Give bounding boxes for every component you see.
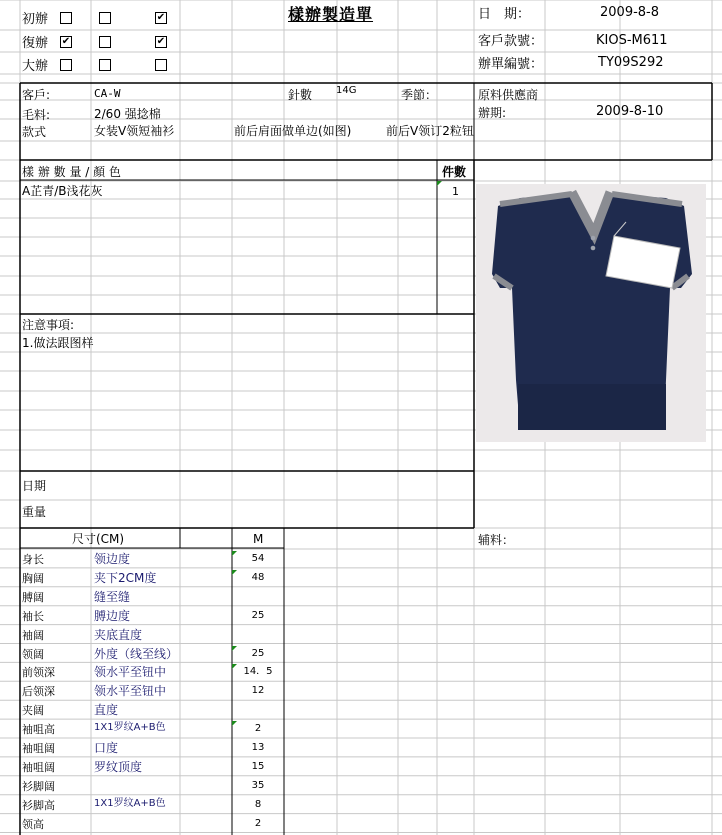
size-row-name: 领高 bbox=[22, 817, 44, 831]
garment-photo bbox=[476, 184, 706, 442]
size-row-method: 领水平至钮中 bbox=[94, 665, 167, 680]
size-row-name: 后领深 bbox=[22, 685, 55, 699]
size-row-method: 领边度 bbox=[94, 552, 131, 566]
size-header: 尺寸(CM) bbox=[72, 532, 125, 546]
yarn-label: 毛料: bbox=[22, 108, 51, 122]
yarn-value: 2/60 强捻棉 bbox=[94, 107, 161, 121]
hem-rib bbox=[518, 384, 666, 430]
size-row-method: 1X1罗纹A+B色 bbox=[94, 722, 166, 734]
size-row-name: 袖咀阔 bbox=[22, 742, 55, 755]
date-value: 2009-8-8 bbox=[600, 5, 660, 20]
notes-item: 1.做法跟图样 bbox=[22, 336, 94, 350]
style-no-label: 客戶款號： bbox=[478, 34, 544, 49]
checkbox[interactable] bbox=[60, 59, 72, 71]
qty-row-color: A芷青/B浅花灰 bbox=[22, 184, 103, 198]
size-row-value: 13 bbox=[251, 742, 265, 753]
qty-count-header: 件數 bbox=[442, 165, 467, 179]
size-row-method: 1X1罗纹A+B色 bbox=[94, 797, 166, 809]
size-row-value: 15 bbox=[251, 760, 265, 772]
button-1 bbox=[591, 236, 596, 241]
checkbox[interactable] bbox=[60, 12, 72, 24]
size-row-value: 14．5 bbox=[243, 666, 273, 678]
size-row-value: 25 bbox=[251, 609, 265, 621]
sample-date-value: 2009-8-10 bbox=[596, 104, 664, 119]
sample-date-label: 辦期: bbox=[478, 106, 507, 120]
comment-marker bbox=[232, 664, 237, 669]
sample-type-label: 復辦 bbox=[22, 36, 49, 51]
size-row-name: 袖咀高 bbox=[22, 723, 55, 737]
style-label: 款式 bbox=[22, 125, 47, 139]
size-row-method: 口度 bbox=[94, 741, 119, 755]
size-row-value: 12 bbox=[251, 685, 265, 697]
sample-no-label: 辦單編號： bbox=[478, 57, 544, 72]
size-row-value: 8 bbox=[254, 798, 262, 810]
qty-header: 樣 辦 數 量 / 顏 色 bbox=[22, 165, 121, 179]
size-row-name: 胸阔 bbox=[22, 571, 44, 585]
accessories-label: 辅料： bbox=[478, 533, 515, 547]
size-column-m: M bbox=[253, 532, 264, 546]
sample-type-label: 初辦 bbox=[22, 12, 49, 27]
comment-marker bbox=[232, 646, 237, 651]
gauge-value: 14G bbox=[336, 85, 357, 96]
checkbox[interactable] bbox=[99, 36, 111, 48]
size-row-name: 袖长 bbox=[22, 609, 44, 623]
size-row-name: 袖咀阔 bbox=[22, 760, 55, 774]
size-row-value: 35 bbox=[251, 779, 265, 791]
size-row-name: 袖阔 bbox=[22, 628, 44, 642]
size-row-method: 领水平至钮中 bbox=[94, 684, 167, 699]
footer-weight-label: 重量 bbox=[22, 505, 47, 519]
size-row-method: 夹底直度 bbox=[94, 627, 143, 642]
customer-label: 客戶: bbox=[22, 88, 51, 102]
comment-marker bbox=[232, 721, 237, 726]
size-row-method: 膊边度 bbox=[94, 608, 131, 623]
size-row-name: 领阔 bbox=[22, 647, 44, 661]
sample-type-label: 大辦 bbox=[22, 59, 49, 74]
style-value: 女装V领短袖衫 bbox=[94, 124, 175, 138]
size-row-value: 54 bbox=[251, 553, 265, 564]
size-row-value: 48 bbox=[251, 571, 265, 583]
size-row-value: 2 bbox=[254, 723, 262, 735]
checkbox[interactable] bbox=[99, 12, 111, 24]
size-row-method: 罗纹顶度 bbox=[94, 759, 143, 774]
size-row-method: 夹下2CM度 bbox=[94, 570, 157, 585]
comment-marker bbox=[232, 551, 237, 556]
style-note-1: 前后肩面做单边(如图) bbox=[234, 124, 352, 138]
style-no-value: KIOS-M611 bbox=[596, 33, 668, 48]
checkbox[interactable] bbox=[99, 59, 111, 71]
size-row-method: 缝至缝 bbox=[94, 589, 131, 604]
notes-header: 注意事項: bbox=[22, 318, 75, 332]
checkbox[interactable] bbox=[155, 59, 167, 71]
season-label: 季節： bbox=[401, 88, 438, 102]
size-row-value: 2 bbox=[254, 817, 262, 829]
gauge-label: 針數 bbox=[288, 88, 313, 102]
checkbox[interactable]: ✔ bbox=[61, 36, 71, 47]
footer-date-label: 日期 bbox=[22, 479, 47, 493]
size-row-value: 25 bbox=[251, 647, 265, 659]
qty-row-count: 1 bbox=[452, 185, 459, 198]
button-2 bbox=[591, 246, 596, 251]
size-row-name: 身长 bbox=[22, 553, 44, 566]
size-row-name: 衫脚阔 bbox=[22, 779, 55, 793]
comment-marker bbox=[437, 181, 442, 186]
checkbox[interactable]: ✔ bbox=[156, 12, 166, 23]
sample-no-value: TY09S292 bbox=[598, 55, 664, 70]
date-label: 日 期： bbox=[478, 7, 531, 22]
size-row-method: 直度 bbox=[94, 703, 119, 718]
supplier-label: 原料供應商 bbox=[478, 88, 539, 102]
size-row-name: 衫脚高 bbox=[22, 798, 55, 812]
size-row-name: 膊阔 bbox=[22, 590, 44, 604]
checkbox[interactable]: ✔ bbox=[156, 36, 166, 47]
size-row-name: 前领深 bbox=[22, 666, 55, 680]
style-note-2: 前后V领订2粒钮 bbox=[386, 124, 474, 138]
size-row-method: 外度（线至线） bbox=[94, 646, 179, 661]
form-title: 樣辦製造單 bbox=[288, 5, 374, 24]
customer-value: CA-W bbox=[94, 87, 121, 100]
size-row-name: 夹阔 bbox=[22, 704, 44, 718]
comment-marker bbox=[232, 570, 237, 575]
